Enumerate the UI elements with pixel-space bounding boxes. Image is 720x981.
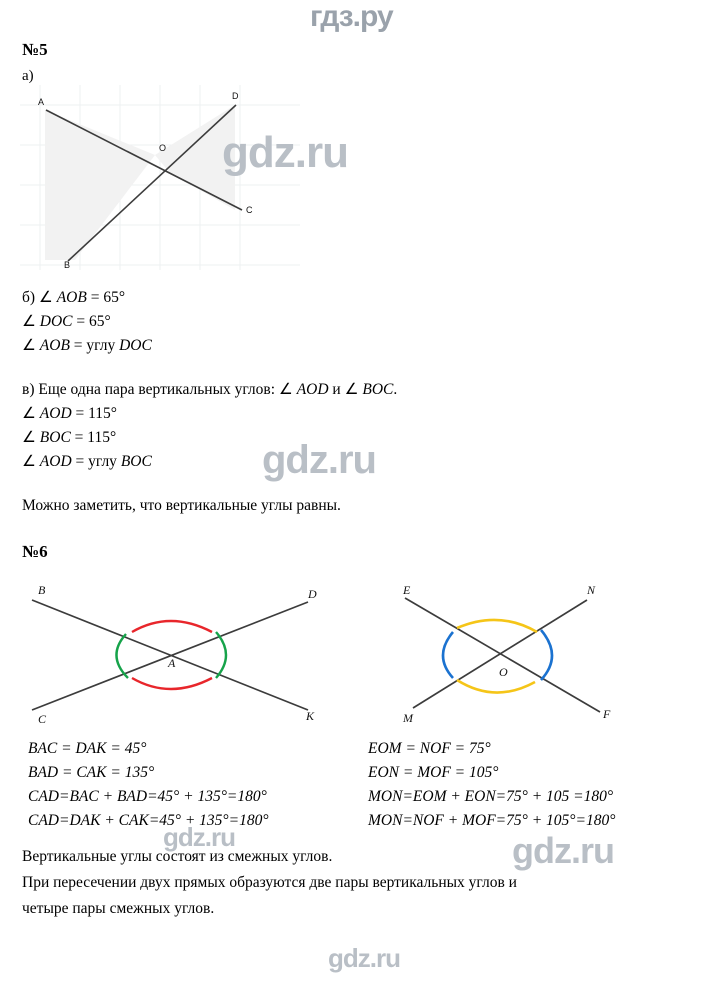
figure-label-N: N — [587, 583, 596, 597]
task5-part-a-label: а) — [22, 68, 34, 84]
figure-task6-right — [375, 580, 695, 730]
task6-right-eq-4: MON=NOF + MOF=75° + 105°=180° — [368, 812, 616, 829]
figure-label-D: D — [308, 587, 317, 601]
figure-label-O: O — [159, 143, 167, 153]
task6-right-eq-3: MON=EOM + EON=75° + 105 =180° — [368, 788, 614, 805]
figure-label-A: A — [38, 97, 45, 107]
figure-label-B: B — [38, 583, 46, 597]
watermark-5: gdz.ru — [328, 943, 400, 973]
task5-line-5: ∠ AOD = 115° — [22, 405, 118, 422]
task6-conclusion-3: четыре пары смежных углов. — [22, 900, 215, 917]
task6-left-eq-4: CAD=DAK + CAK=45° + 135°=180° — [28, 812, 269, 829]
watermark-3: gdz.ru — [163, 822, 235, 852]
watermark-top: гдз.ру — [310, 0, 393, 33]
task5-line-7: ∠ AOD = углу BOC — [22, 453, 152, 470]
figure-label-F: F — [603, 707, 611, 721]
watermark-1: gdz.ru — [222, 128, 348, 177]
figure-label-E: E — [403, 583, 411, 597]
task6-left-eq-1: BAC = DAK = 45° — [28, 740, 147, 757]
task5-line-6: ∠ BOC = 115° — [22, 429, 117, 446]
task5-line-4: в) Еще одна пара вертикальных углов: ∠ AOD и ∠ BOC. — [22, 381, 398, 398]
task5-line-3: ∠ AOB = углу DOC — [22, 337, 152, 354]
task-number-5: №5 — [22, 40, 48, 59]
figure-label-D: D — [232, 91, 239, 101]
task5-line-1: б) ∠ AOB = 65° — [22, 289, 126, 306]
figure-label-C: C — [38, 712, 47, 726]
task6-left-eq-2: BAD = CAK = 135° — [28, 764, 155, 781]
figure-label-K: K — [306, 709, 315, 723]
task5-line-2: ∠ DOC = 65° — [22, 313, 111, 330]
figure-task6-left — [20, 580, 340, 730]
task6-right-eq-1: EOM = NOF = 75° — [368, 740, 491, 757]
task-number-6: №6 — [22, 542, 48, 561]
task6-conclusion-2: При пересечении двух прямых образуются две пары вертикальных углов и — [22, 874, 517, 891]
task5-line-8: Можно заметить, что вертикальные углы равны. — [22, 497, 341, 514]
figure-label-M: M — [403, 711, 413, 725]
task6-left-eq-3: CAD=BAC + BAD=45° + 135°=180° — [28, 788, 267, 805]
figure-label-C: C — [246, 205, 253, 215]
figure-label-O: O — [499, 665, 508, 679]
task6-right-eq-2: EON = MOF = 105° — [368, 764, 499, 781]
watermark-4: gdz.ru — [512, 830, 614, 871]
figure-label-A: A — [168, 656, 176, 670]
figure-label-B: B — [64, 260, 71, 270]
watermark-2: gdz.ru — [262, 438, 376, 482]
task6-conclusion-1: Вертикальные углы состоят из смежных углов. — [22, 848, 333, 865]
